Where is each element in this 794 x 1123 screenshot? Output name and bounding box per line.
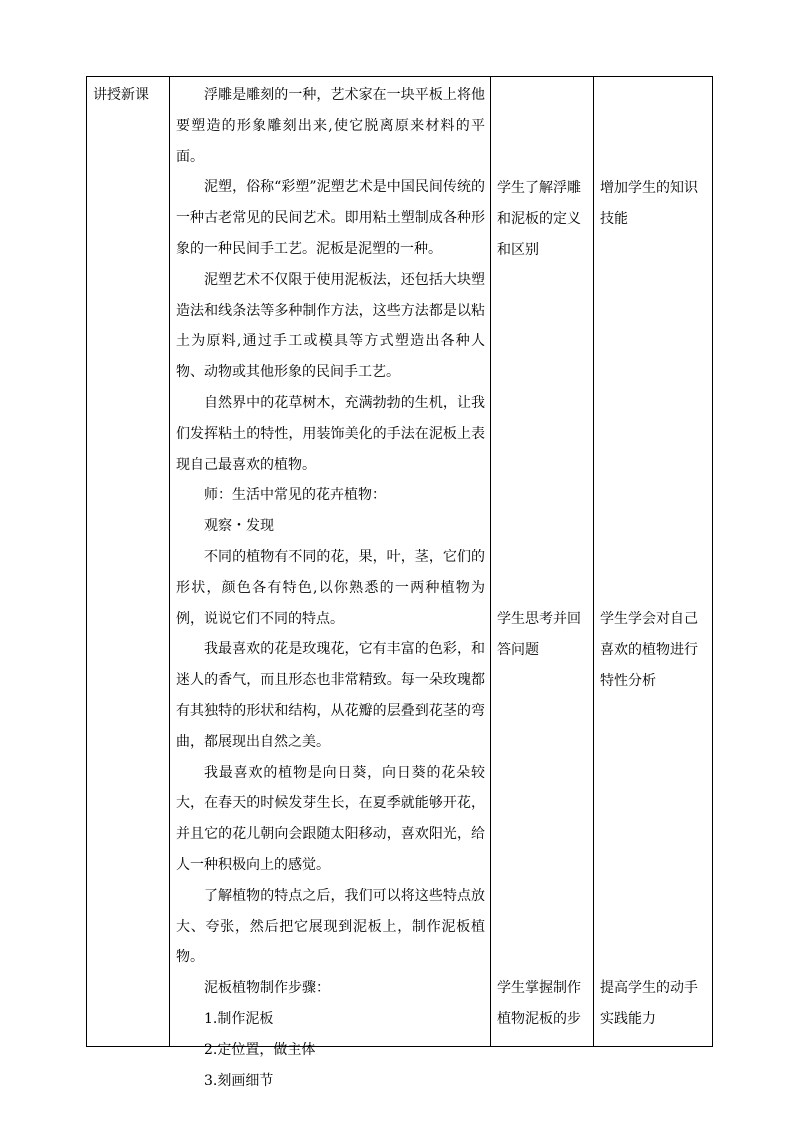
design-intent: 增加学生的知识技能 [600,180,698,227]
paragraph: 泥塑，俗称“彩塑”泥塑艺术是中国民间传统的一种古老常见的民间艺术。即用粘土塑制成各种形象的一种民间手工艺。泥板是泥塑的一种。 [176,179,485,257]
paragraph: 观察・发现 [204,518,274,535]
student-activity: 学生思考并回答问题 [497,611,581,658]
step-item: 3.刻画细节 [204,1072,274,1089]
design-intent: 学生学会对自己喜欢的植物进行特性分析 [600,611,698,689]
paragraph: 不同的植物有不同的花，果，叶，茎，它们的形状，颜色各有特色,以你熟悉的一两种植物为例，说说它们不同的特点。 [176,548,485,627]
lesson-plan-table [86,76,713,1089]
design-intent-cell [594,77,713,1047]
paragraph: 自然界中的花草树木，充满勃勃的生机，让我们发挥粘土的特性，用装饰美化的手法在泥板上表现自己最喜欢的植物。 [176,394,485,473]
table-row [87,77,713,1047]
teaching-content [170,77,490,1089]
paragraph: 浮雕是雕刻的一种，艺术家在一块平板上将他要塑造的形象雕刻出来,使它脱离原来材料的平面。 [176,87,485,165]
paragraph: 我最喜欢的花是玫瑰花，它有丰富的色彩，和迷人的香气，而且形态也非常精致。每一朵玫瑰都有其独特的形状和结构，从花瓣的层叠到花茎的弯曲，都展现出自然之美。 [176,641,485,750]
paragraph: 泥板植物制作步骤： [204,980,330,997]
step-item: 2.定位置，做主体 [204,1041,316,1058]
student-activity: 学生掌握制作植物泥板的步 [497,980,581,1027]
paragraph: 师：生活中常见的花卉植物： [204,487,386,504]
design-intent: 提高学生的动手实践能力 [600,980,698,1027]
step-item: 1.制作泥板 [204,1010,274,1027]
student-activity: 学生了解浮雕和泥板的定义和区别 [497,180,581,258]
paragraph: 我最喜欢的植物是向日葵，向日葵的花朵较大，在春天的时候发芽生长，在夏季就能够开花，并且它的花儿朝向会跟随太阳移动，喜欢阳光，给人一种积极向上的感觉。 [176,764,485,873]
paragraph: 了解植物的特点之后，我们可以将这些特点放大、夸张，然后把它展现到泥板上，制作泥板植物。 [176,887,485,966]
section-label: 讲授新课 [93,87,149,103]
paragraph: 泥塑艺术不仅限于使用泥板法，还包括大块塑造法和线条法等多种制作方法，这些方法都是以粘土为原料,通过手工或模具等方式塑造出各种人物、动物或其他形象的民间手工艺。 [176,271,485,381]
section-cell [87,77,170,1047]
student-activity-cell [491,77,594,1047]
content-cell [170,77,491,1089]
